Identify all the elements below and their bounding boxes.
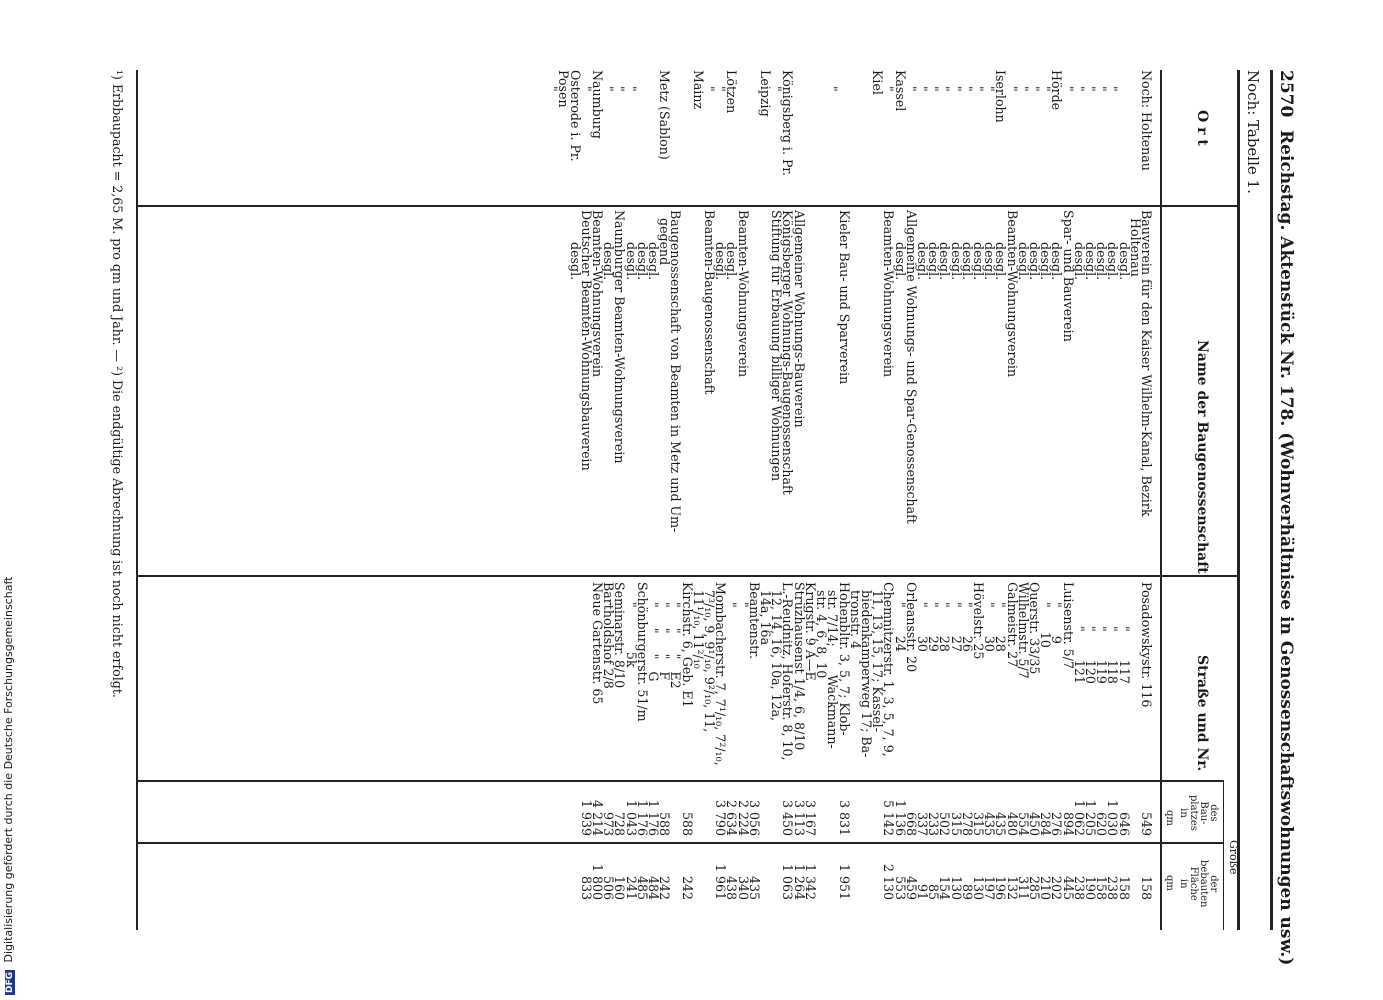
col-header-ort: O r t — [1194, 110, 1210, 146]
footnote: ¹) Erbbaupacht = 2,65 M. pro qm und Jahr. — ²) Die endgültige Abrechnung ist noch nicht erfolgt. — [110, 70, 125, 698]
table-subtitle: Noch: Tabelle 1. — [1244, 70, 1262, 194]
col-divider-1 — [138, 205, 1240, 207]
head-rule — [1160, 70, 1162, 930]
rotated-page — [70, 70, 1300, 966]
col-header-name: Name der Baugenossenschaft — [1194, 340, 1210, 574]
groesse-rule — [1223, 780, 1224, 930]
dfg-logo: DFG — [5, 971, 15, 993]
table-top-rule — [1237, 70, 1240, 930]
table-bottom-rule — [136, 70, 138, 930]
col-header-bauplatz: des Bau- platzes in — [1178, 795, 1219, 831]
bebaut-column: 158 158 238 158 190 238 445 202 210 285 311 132 196 197 130 89 130 154 85 91 459 553 2 130 1 951 1 342 1 264 1 063 435 340 438 1 961 242 242 484 485 241 160 506 1 800 833 — [578, 863, 1154, 900]
header-rule — [1270, 70, 1273, 930]
page-number: 2570 — [1276, 70, 1296, 118]
digitization-credit — [2, 5, 16, 995]
col-divider-4 — [138, 842, 1224, 844]
ort-column: Noch: Holtenau " " " " " Hörde " " " " Iserlohn " " " " " " " " Kassel " Kiel " Königsberg i. Pr. " Leipzig Lötzen " " Mainz Metz (Sablon) " " " Naumburg " Osterode i. Pr. Posen " — [545, 70, 1154, 177]
col-header-strasse: Straße und Nr. — [1194, 655, 1210, 772]
col-header-bebaut: der bebauten Fläche in — [1178, 860, 1219, 908]
name-column: Bauverein für den Kaiser Wilhelm-Kanal, Bezirk Holtenau desgl. desgl. desgl. desgl. desgl. Spar- und Bauverein desgl. desgl. desgl. desgl. Beamten-Wohnungsverein desgl. desgl. desgl. desgl. desgl. desgl. desgl. desgl. Allgemeine Wohnungs- und Spar-Genossenschaft desgl. Beamten-Wohnungsverein Kieler Bau- und Sparverein Allgemeiner Wohnungs-Bauverein Königsberger Wohnungs-Baugenossenschaft Stiftung für Erbauung billiger Wohnungen Beamten-Wohnungsverein desgl. desgl. Beamten-Baugenossenschaft Baugenossenschaft von Beamten in Metz und Um- gegend desgl. desgl. desgl. Naumburger Beamten-Wohnungsverein desgl. Beamten-Wohnungsverein Deutscher Beamten-Wohnungsbauverein desgl. — [567, 210, 1154, 533]
unit-bauplatz: qm — [1164, 810, 1175, 826]
col-header-groesse: Größe — [1227, 840, 1240, 875]
strasse-column: Posadowskystr. 116 " 117 " 118 " 119 " 120 " 121 Luisenstr. 5/7 " 9 " 10 Querstr. 33/35 Wilhelmstr. 5/7 Galmeistr. 27 " 28 " 30 Hövelstr. 25 " 26 " 27 " 28 " 29 " 30 Orleansstr. 20 " 24 Chemnitzerstr. 1, 3, 5, 7, 9, 11, 13, 15, 17; Kassel- biedenkamperweg 17; Ba- tronstr. 4 Hohenbltr. 3, 5, 7; Klob- str. 7/14; Wackmann- str. 4, 6, 8, 10 Krugstr. 9 A—E Strüzhausenst 1/4, 6, 8/10 L.-Reudnitz, Hoferstr. 8, 10, 12, 14, 16, 10a, 12a, 14a, 16a Beamtenstr. " " Mombacherstr. 7, 7¹/₁₀, 7²/₁₀, 7³/₁₀, 9, 9¹/₁₀, 9²/₁₀, 11, 11¹/₁₀, 11²/₁₀ Kirchstr. 6, Geb. E1 " " " E2 " " " F " " " G Schönburgerstr. 51/m " 5k Seminarstr. 8/10 Bartholdshof 2/8 Neue Gartenstr. 65 — [590, 582, 1154, 766]
unit-bebaut: qm — [1164, 875, 1175, 891]
bauplatz-column: 549 646 1 030 620 1 205 1 062 894 276 284 450 554 480 435 435 315 278 315 502 233 337 668 1 136 5 142 3 831 3 167 3 113 3 450 3 056 2 224 2 634 3 790 588 588 1 176 1 176 1 043 728 973 4 214 1 939 — [578, 799, 1154, 836]
col-divider-2 — [138, 575, 1240, 577]
page-header — [1270, 70, 1300, 966]
page-title: Reichstag. Aktenstück Nr. 178. (Wohnverhältnisse in Genossenschaftswohnungen usw.) — [1276, 130, 1296, 966]
credit-text: Digitalisierung gefördert durch die Deutsche Forschungsgemeinschaft — [2, 576, 15, 963]
